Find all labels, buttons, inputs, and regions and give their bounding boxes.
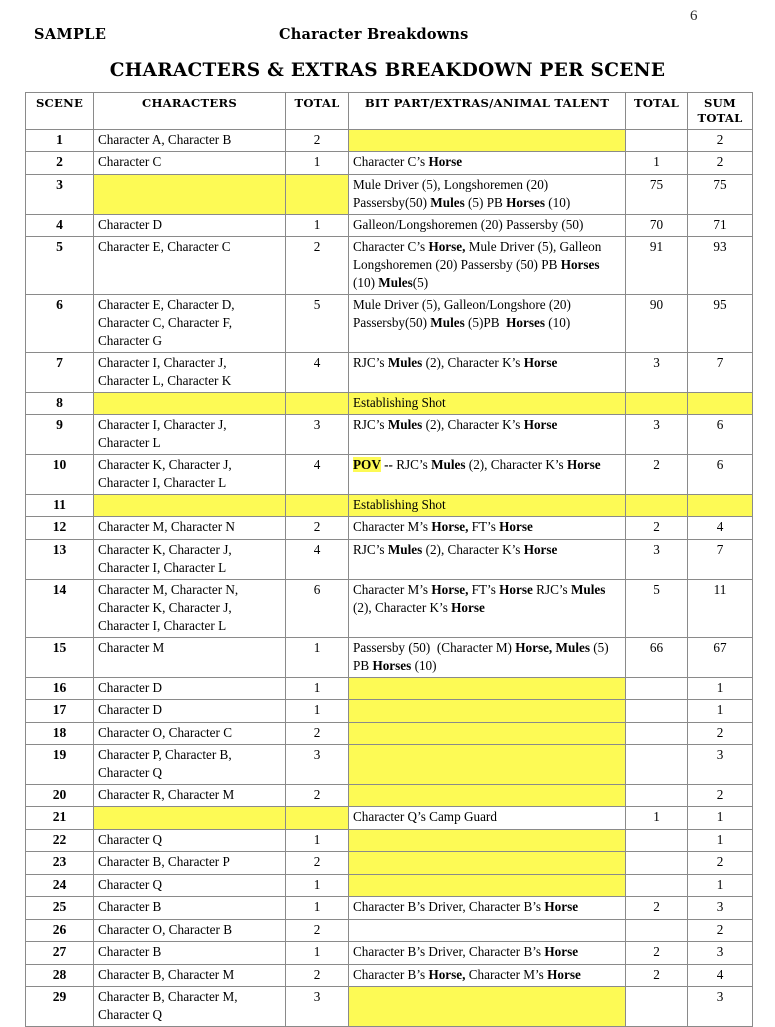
cell-characters: Character P, Character B, Character Q <box>94 745 286 785</box>
cell-total-2: 70 <box>626 214 688 236</box>
cell-scene: 29 <box>26 987 94 1027</box>
cell-scene: 12 <box>26 517 94 539</box>
cell-bit-part <box>349 829 626 851</box>
cell-total-2 <box>626 677 688 699</box>
cell-total <box>286 494 349 516</box>
cell-bit-part <box>349 874 626 896</box>
cell-characters <box>94 494 286 516</box>
table-row <box>26 579 753 637</box>
cell-characters: Character B, Character M, Character Q <box>94 987 286 1027</box>
cell-characters: Character Q <box>94 874 286 896</box>
cell-total-2: 1 <box>626 807 688 829</box>
cell-sum-total: 1 <box>688 829 753 851</box>
cell-total: 1 <box>286 677 349 699</box>
cell-characters: Character M, Character N <box>94 517 286 539</box>
table-row <box>26 964 753 986</box>
cell-sum-total: 2 <box>688 784 753 806</box>
cell-characters <box>94 392 286 414</box>
table-row <box>26 294 753 352</box>
cell-characters: Character I, Character J, Character L <box>94 415 286 455</box>
cell-sum-total: 2 <box>688 152 753 174</box>
table-row <box>26 784 753 806</box>
cell-sum-total: 1 <box>688 700 753 722</box>
cell-characters: Character A, Character B <box>94 129 286 151</box>
cell-scene: 19 <box>26 745 94 785</box>
cell-scene: 18 <box>26 722 94 744</box>
cell-sum-total: 1 <box>688 677 753 699</box>
cell-characters: Character Q <box>94 829 286 851</box>
cell-total: 1 <box>286 152 349 174</box>
cell-total: 4 <box>286 539 349 579</box>
cell-total: 3 <box>286 745 349 785</box>
cell-scene: 21 <box>26 807 94 829</box>
table-row <box>26 919 753 941</box>
table-row <box>26 392 753 414</box>
cell-sum-total: 95 <box>688 294 753 352</box>
cell-sum-total: 4 <box>688 517 753 539</box>
document-header <box>0 26 775 46</box>
cell-sum-total: 3 <box>688 897 753 919</box>
cell-sum-total: 3 <box>688 942 753 964</box>
cell-bit-part <box>349 722 626 744</box>
cell-bit-part: Character Q’s Camp Guard <box>349 807 626 829</box>
cell-total: 1 <box>286 637 349 677</box>
cell-total-2: 2 <box>626 517 688 539</box>
cell-total: 2 <box>286 852 349 874</box>
cell-bit-part: Mule Driver (5), Galleon/Longshore (20) Passersby(50) Mules (5)PB Horses (10) <box>349 294 626 352</box>
table-row <box>26 745 753 785</box>
cell-characters: Character B <box>94 897 286 919</box>
page-number: 6 <box>690 8 698 24</box>
cell-characters: Character K, Character J, Character I, Character L <box>94 539 286 579</box>
cell-scene: 16 <box>26 677 94 699</box>
cell-sum-total: 2 <box>688 852 753 874</box>
cell-characters: Character B <box>94 942 286 964</box>
cell-scene: 27 <box>26 942 94 964</box>
cell-total: 6 <box>286 579 349 637</box>
cell-total-2: 91 <box>626 237 688 295</box>
cell-bit-part: POV -- RJC’s Mules (2), Character K’s Horse <box>349 455 626 495</box>
cell-sum-total <box>688 494 753 516</box>
table-row <box>26 129 753 151</box>
cell-scene: 22 <box>26 829 94 851</box>
cell-scene: 10 <box>26 455 94 495</box>
cell-total <box>286 807 349 829</box>
cell-sum-total: 93 <box>688 237 753 295</box>
table-row <box>26 415 753 455</box>
table-row <box>26 214 753 236</box>
table-row <box>26 807 753 829</box>
cell-bit-part <box>349 919 626 941</box>
cell-total-2: 2 <box>626 942 688 964</box>
cell-scene: 3 <box>26 174 94 214</box>
column-header-total-2: TOTAL <box>626 93 688 130</box>
cell-characters: Character D <box>94 677 286 699</box>
table-row <box>26 897 753 919</box>
cell-characters: Character M, Character N, Character K, Character J, Character I, Character L <box>94 579 286 637</box>
cell-sum-total: 11 <box>688 579 753 637</box>
cell-total-2 <box>626 829 688 851</box>
cell-total-2: 3 <box>626 539 688 579</box>
cell-total: 2 <box>286 919 349 941</box>
cell-scene: 9 <box>26 415 94 455</box>
cell-bit-part: Character M’s Horse, FT’s Horse <box>349 517 626 539</box>
sample-label: SAMPLE <box>34 26 107 43</box>
cell-total-2: 1 <box>626 152 688 174</box>
cell-sum-total: 71 <box>688 214 753 236</box>
cell-scene: 11 <box>26 494 94 516</box>
table-row <box>26 455 753 495</box>
cell-bit-part <box>349 129 626 151</box>
cell-total <box>286 392 349 414</box>
cell-characters <box>94 807 286 829</box>
cell-scene: 4 <box>26 214 94 236</box>
cell-total-2: 75 <box>626 174 688 214</box>
cell-total: 5 <box>286 294 349 352</box>
cell-scene: 8 <box>26 392 94 414</box>
table-body <box>26 129 753 1027</box>
cell-total-2: 2 <box>626 964 688 986</box>
cell-total: 2 <box>286 722 349 744</box>
cell-bit-part: Mule Driver (5), Longshoremen (20) Passersby(50) Mules (5) PB Horses (10) <box>349 174 626 214</box>
cell-total-2 <box>626 919 688 941</box>
cell-total: 2 <box>286 517 349 539</box>
cell-scene: 25 <box>26 897 94 919</box>
cell-bit-part: Establishing Shot <box>349 494 626 516</box>
cell-bit-part: RJC’s Mules (2), Character K’s Horse <box>349 539 626 579</box>
cell-total-2: 3 <box>626 352 688 392</box>
cell-characters: Character C <box>94 152 286 174</box>
cell-total-2 <box>626 722 688 744</box>
cell-characters: Character E, Character D, Character C, Character F, Character G <box>94 294 286 352</box>
cell-total: 1 <box>286 829 349 851</box>
cell-characters <box>94 174 286 214</box>
cell-bit-part: RJC’s Mules (2), Character K’s Horse <box>349 352 626 392</box>
cell-total: 1 <box>286 874 349 896</box>
cell-total: 1 <box>286 700 349 722</box>
cell-total-2: 3 <box>626 415 688 455</box>
cell-bit-part <box>349 745 626 785</box>
cell-characters: Character R, Character M <box>94 784 286 806</box>
cell-bit-part: Character B’s Driver, Character B’s Horse <box>349 897 626 919</box>
cell-total: 2 <box>286 237 349 295</box>
cell-scene: 23 <box>26 852 94 874</box>
cell-scene: 15 <box>26 637 94 677</box>
cell-total-2 <box>626 852 688 874</box>
cell-sum-total: 2 <box>688 722 753 744</box>
cell-scene: 5 <box>26 237 94 295</box>
cell-total-2: 2 <box>626 455 688 495</box>
cell-total-2 <box>626 700 688 722</box>
cell-characters: Character I, Character J, Character L, Character K <box>94 352 286 392</box>
cell-total: 1 <box>286 942 349 964</box>
cell-sum-total: 75 <box>688 174 753 214</box>
column-header-bit-part: BIT PART/EXTRAS/ANIMAL TALENT <box>349 93 626 130</box>
table-row <box>26 174 753 214</box>
table-row <box>26 637 753 677</box>
cell-total-2: 5 <box>626 579 688 637</box>
cell-sum-total <box>688 392 753 414</box>
cell-sum-total: 4 <box>688 964 753 986</box>
cell-scene: 17 <box>26 700 94 722</box>
cell-total: 1 <box>286 214 349 236</box>
cell-total: 2 <box>286 784 349 806</box>
table-header <box>26 93 753 130</box>
table-row <box>26 987 753 1027</box>
cell-total-2 <box>626 392 688 414</box>
table-row <box>26 852 753 874</box>
cell-sum-total: 7 <box>688 352 753 392</box>
cell-scene: 13 <box>26 539 94 579</box>
cell-total-2 <box>626 745 688 785</box>
table-row <box>26 152 753 174</box>
cell-characters: Character B, Character P <box>94 852 286 874</box>
cell-characters: Character O, Character C <box>94 722 286 744</box>
cell-bit-part: Character M’s Horse, FT’s Horse RJC’s Mules (2), Character K’s Horse <box>349 579 626 637</box>
column-header-scene: SCENE <box>26 93 94 130</box>
cell-bit-part: Character C’s Horse <box>349 152 626 174</box>
cell-bit-part: Character B’s Driver, Character B’s Horse <box>349 942 626 964</box>
page-title: CHARACTERS & EXTRAS BREAKDOWN PER SCENE <box>109 60 666 81</box>
cell-scene: 20 <box>26 784 94 806</box>
document-type-label: Character Breakdowns <box>279 26 469 43</box>
cell-bit-part: Character B’s Horse, Character M’s Horse <box>349 964 626 986</box>
cell-total: 4 <box>286 455 349 495</box>
cell-scene: 26 <box>26 919 94 941</box>
cell-sum-total: 2 <box>688 919 753 941</box>
cell-characters: Character O, Character B <box>94 919 286 941</box>
table-row <box>26 517 753 539</box>
cell-sum-total: 1 <box>688 874 753 896</box>
cell-sum-total: 2 <box>688 129 753 151</box>
cell-total: 4 <box>286 352 349 392</box>
cell-total-2 <box>626 129 688 151</box>
cell-total: 3 <box>286 415 349 455</box>
cell-bit-part <box>349 987 626 1027</box>
cell-bit-part: Passersby (50) (Character M) Horse, Mules (5) PB Horses (10) <box>349 637 626 677</box>
cell-scene: 7 <box>26 352 94 392</box>
cell-bit-part: RJC’s Mules (2), Character K’s Horse <box>349 415 626 455</box>
characters-extras-breakdown-table <box>25 92 753 1027</box>
cell-sum-total: 67 <box>688 637 753 677</box>
cell-total-2 <box>626 494 688 516</box>
cell-characters: Character D <box>94 214 286 236</box>
table-row <box>26 829 753 851</box>
cell-total: 3 <box>286 987 349 1027</box>
cell-scene: 14 <box>26 579 94 637</box>
cell-scene: 6 <box>26 294 94 352</box>
cell-bit-part: Establishing Shot <box>349 392 626 414</box>
cell-sum-total: 6 <box>688 415 753 455</box>
table-row <box>26 352 753 392</box>
column-header-total: TOTAL <box>286 93 349 130</box>
cell-bit-part <box>349 852 626 874</box>
cell-characters: Character M <box>94 637 286 677</box>
table-row <box>26 494 753 516</box>
cell-sum-total: 1 <box>688 807 753 829</box>
cell-bit-part <box>349 700 626 722</box>
table-row <box>26 700 753 722</box>
cell-characters: Character B, Character M <box>94 964 286 986</box>
cell-sum-total: 3 <box>688 987 753 1027</box>
table-row <box>26 942 753 964</box>
cell-total: 1 <box>286 897 349 919</box>
column-header-characters: CHARACTERS <box>94 93 286 130</box>
cell-total-2 <box>626 987 688 1027</box>
cell-total-2: 2 <box>626 897 688 919</box>
cell-total-2 <box>626 874 688 896</box>
cell-scene: 24 <box>26 874 94 896</box>
cell-total-2: 90 <box>626 294 688 352</box>
cell-sum-total: 7 <box>688 539 753 579</box>
cell-total <box>286 174 349 214</box>
cell-sum-total: 6 <box>688 455 753 495</box>
table-row <box>26 874 753 896</box>
table-row <box>26 539 753 579</box>
cell-bit-part <box>349 784 626 806</box>
cell-total-2 <box>626 784 688 806</box>
cell-sum-total: 3 <box>688 745 753 785</box>
cell-scene: 1 <box>26 129 94 151</box>
cell-total: 2 <box>286 964 349 986</box>
table-row <box>26 722 753 744</box>
cell-bit-part: Galleon/Longshoremen (20) Passersby (50) <box>349 214 626 236</box>
cell-total-2: 66 <box>626 637 688 677</box>
table-row <box>26 677 753 699</box>
cell-characters: Character E, Character C <box>94 237 286 295</box>
table-row <box>26 237 753 295</box>
table-header-row <box>26 93 753 130</box>
cell-characters: Character D <box>94 700 286 722</box>
cell-bit-part: Character C’s Horse, Mule Driver (5), Galleon Longshoremen (20) Passersby (50) PB Horses (10) Mules(5) <box>349 237 626 295</box>
cell-bit-part <box>349 677 626 699</box>
cell-total: 2 <box>286 129 349 151</box>
column-header-sum-total: SUM TOTAL <box>688 93 753 130</box>
cell-characters: Character K, Character J, Character I, Character L <box>94 455 286 495</box>
cell-scene: 2 <box>26 152 94 174</box>
cell-scene: 28 <box>26 964 94 986</box>
